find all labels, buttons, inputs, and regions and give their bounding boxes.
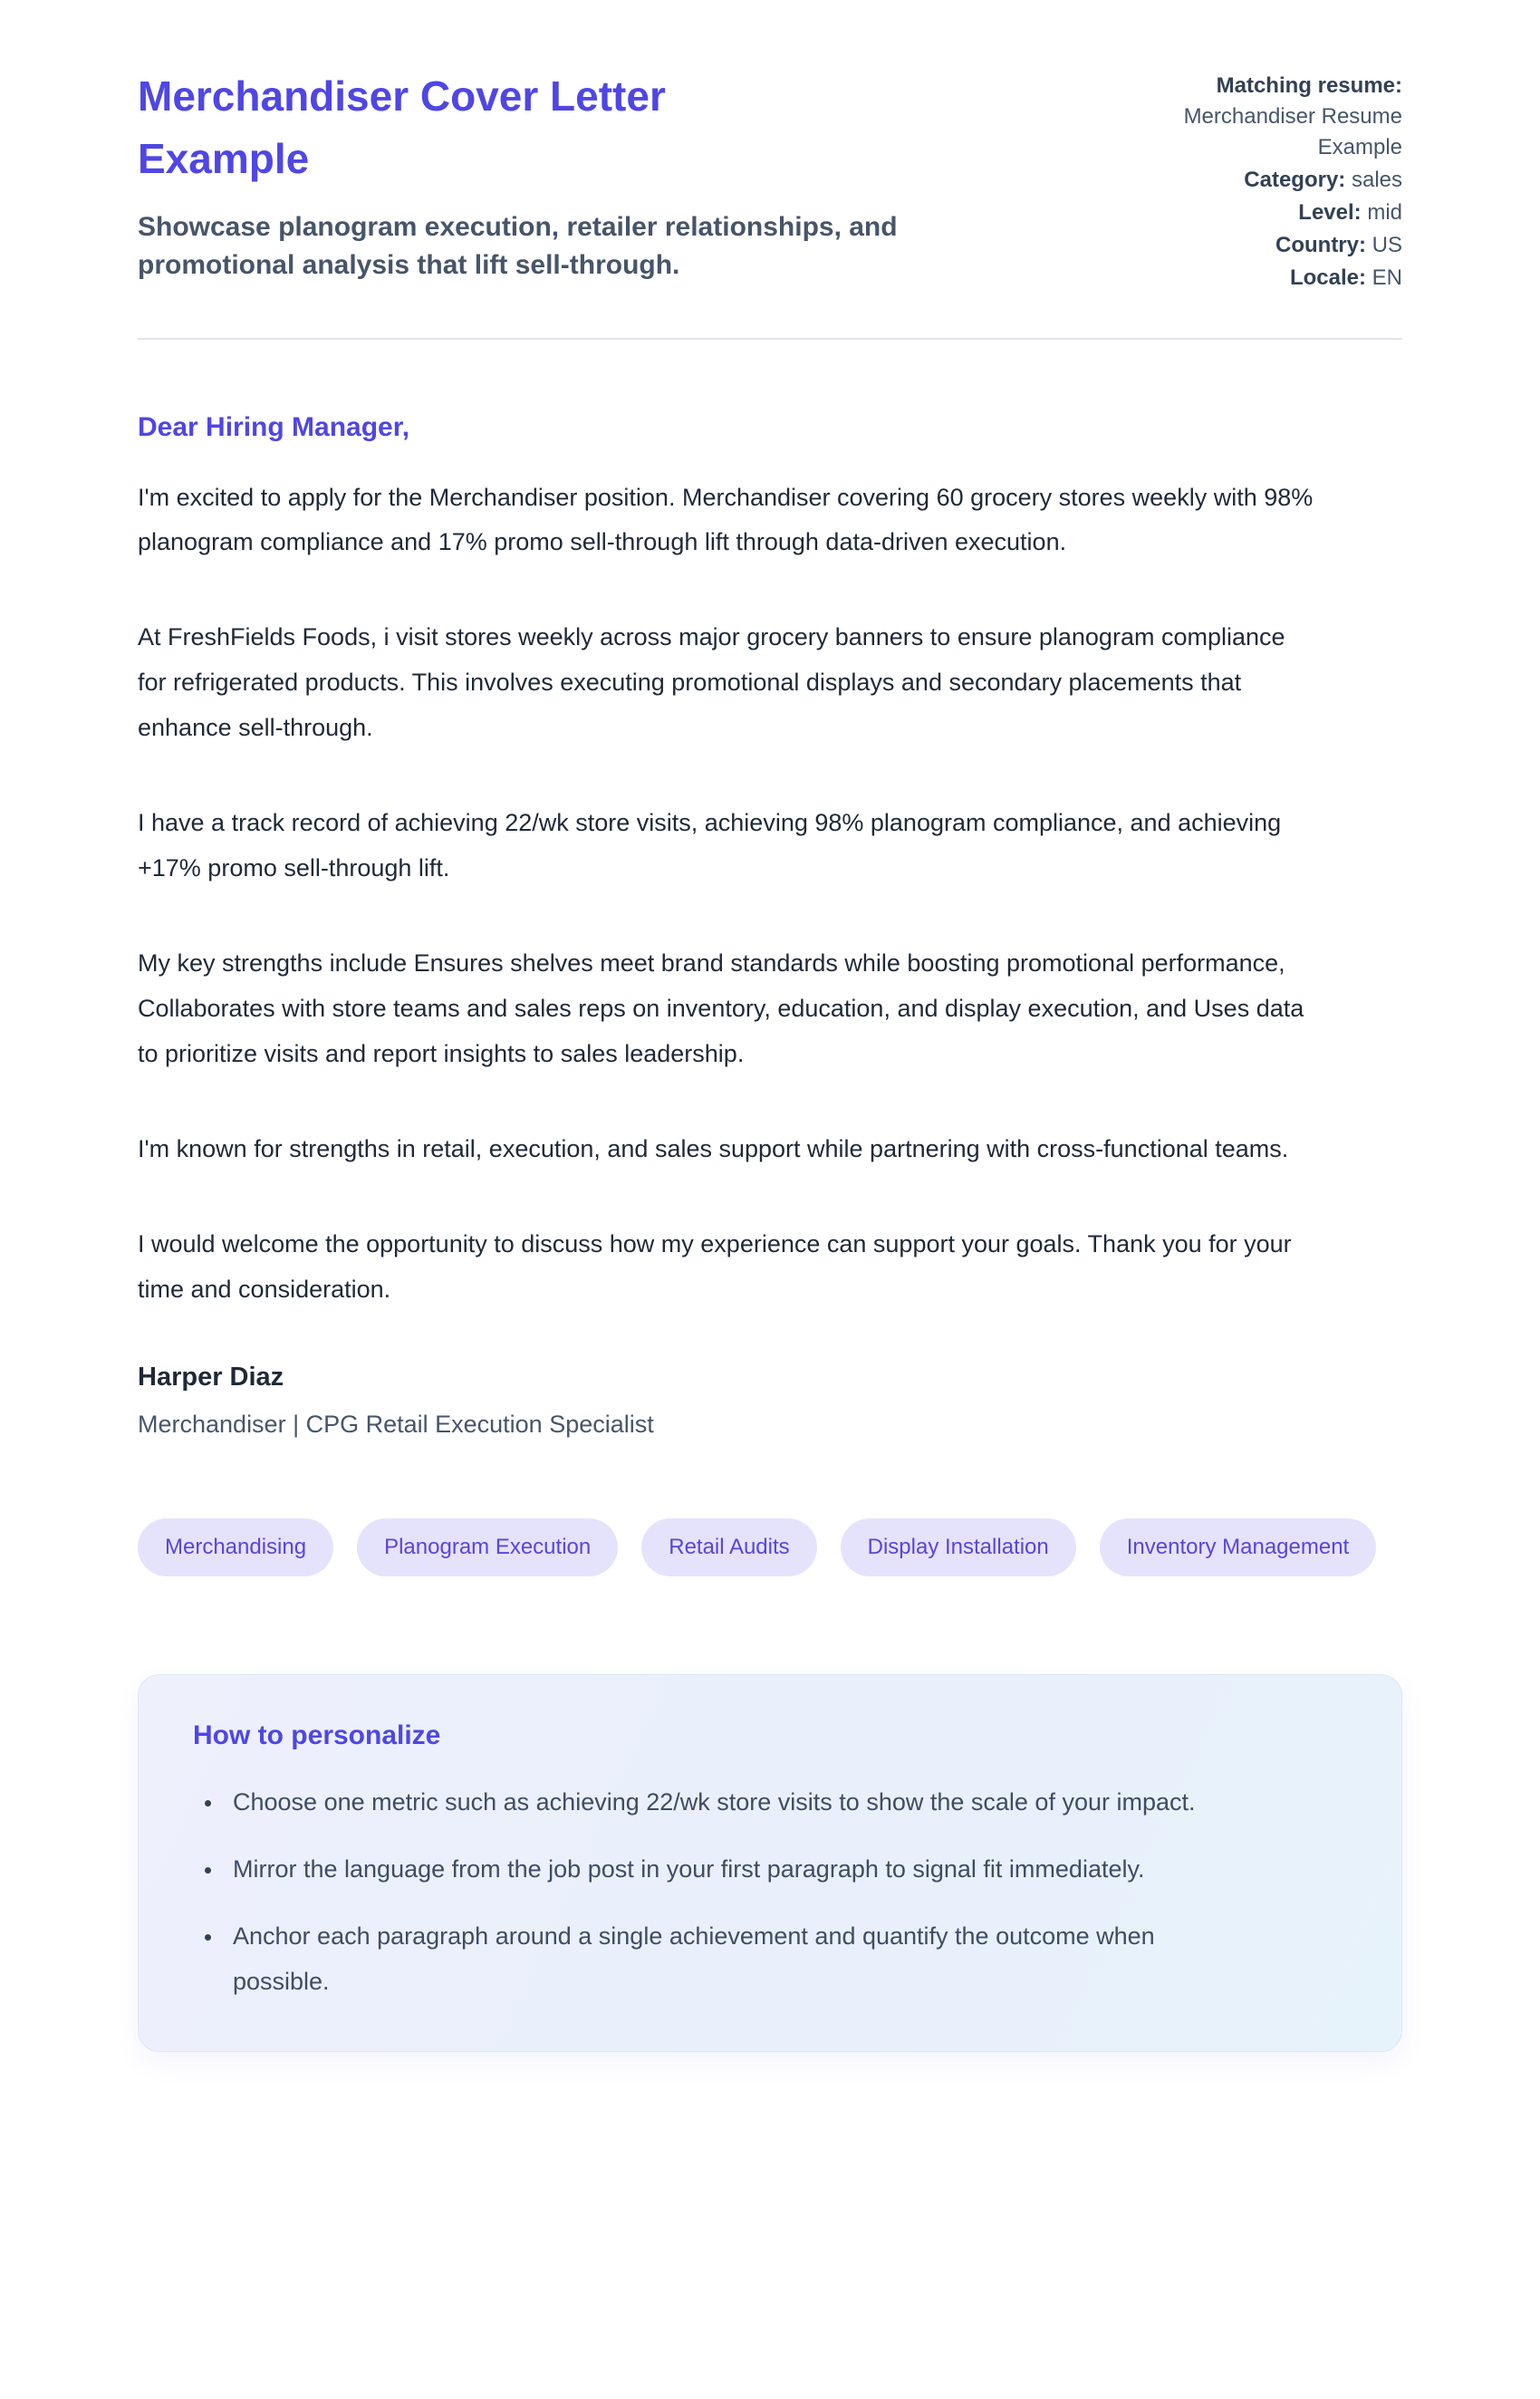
skill-tags-row [138, 1518, 1402, 1576]
personalize-bullet: • Choose one metric such as achieving 22/wk store visits to show the scale of your impact. [224, 1780, 1244, 1826]
meta-matching-resume-value: Merchandiser Resume Example [1183, 104, 1402, 160]
tag-pill[interactable]: Merchandising [138, 1518, 333, 1576]
personalize-tips-card [138, 1674, 1402, 2053]
cover-letter-body [138, 340, 1352, 1439]
tag-pill[interactable]: Inventory Management [1100, 1518, 1376, 1576]
header-title-block [138, 65, 899, 284]
letter-greeting: Dear Hiring Manager, [138, 411, 410, 442]
resume-meta-block [1121, 65, 1402, 296]
letter-paragraph: My key strengths include Ensures shelves meet brand standards while boosting promotional performance, Collaborates with store teams and sales reps on inventory, education, and display execution, and Uses data to prioritize visits and report insights to sales leadership. [138, 949, 1304, 1067]
letter-paragraph: At FreshFields Foods, i visit stores weekly across major grocery banners to ensure planogram compliance for refrigerated products. This involves executing promotional displays and secondary placements that enhance sell-through. [138, 623, 1285, 742]
personalize-heading: How to personalize [193, 1720, 441, 1750]
page-title: Merchandiser Cover Letter Example [138, 72, 666, 182]
signature-role: Merchandiser | CPG Retail Execution Specialist [138, 1410, 654, 1438]
meta-category-label: Category: [1244, 168, 1346, 193]
signature-name: Harper Diaz [138, 1362, 284, 1392]
meta-country [1121, 230, 1402, 261]
letter-paragraph: I'm known for strengths in retail, execution, and sales support while partnering with cross-functional teams. [138, 1134, 1289, 1162]
meta-matching-resume-label: Matching resume: [1216, 73, 1402, 98]
meta-locale-label: Locale: [1289, 265, 1366, 291]
meta-level-label: Level: [1298, 200, 1362, 226]
page-header [138, 0, 1402, 296]
page-subtitle: Showcase planogram execution, retailer relationships, and promotional analysis that lift sell-through. [138, 212, 898, 280]
letter-paragraph: I would welcome the opportunity to discuss how my experience can support your goals. Thank you for your time and consideration. [138, 1229, 1292, 1303]
signature-block [138, 1363, 1352, 1439]
personalize-bullet: • Mirror the language from the job post in your first paragraph to signal fit immediately. [224, 1847, 1244, 1893]
meta-category [1121, 165, 1402, 196]
letter-paragraph: I have a track record of achieving 22/wk store visits, achieving 98% planogram compliance, and achieving +17% promo sell-through lift. [138, 809, 1282, 882]
meta-country-label: Country: [1275, 233, 1366, 258]
meta-level-value: mid [1367, 200, 1402, 226]
tag-pill[interactable]: Display Installation [841, 1518, 1076, 1576]
tag-pill[interactable]: Retail Audits [641, 1518, 816, 1576]
meta-level [1121, 198, 1402, 228]
letter-paragraph: I'm excited to apply for the Merchandiser position. Merchandiser covering 60 grocery stores weekly with 98% planogram compliance and 17% promo sell-through lift through data-driven execution. [138, 483, 1314, 556]
meta-matching-resume [1121, 71, 1402, 163]
personalize-bullet: • Anchor each paragraph around a single achievement and quantify the outcome when possible. [224, 1914, 1244, 2005]
tag-pill[interactable]: Planogram Execution [357, 1518, 618, 1576]
meta-locale [1121, 263, 1402, 294]
meta-country-value: US [1372, 233, 1402, 258]
personalize-bullet-list [193, 1780, 1244, 2005]
meta-locale-value: EN [1372, 265, 1402, 291]
meta-category-value: sales [1351, 168, 1402, 193]
